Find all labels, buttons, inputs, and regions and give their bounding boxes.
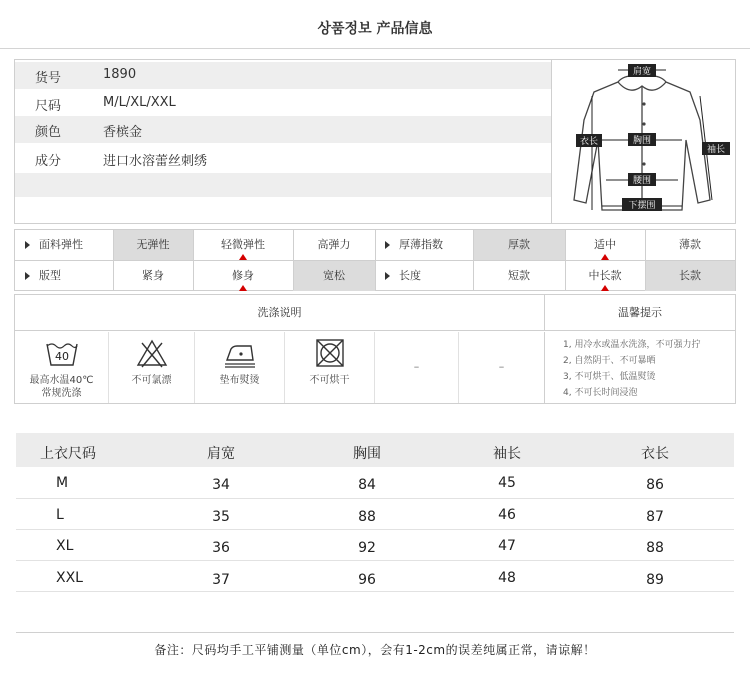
cell-value: 92 [358,540,376,556]
wash-item-iron [195,332,285,403]
attr-option-selected: 无弹性 [113,230,193,260]
cell-value: 86 [646,477,664,493]
page-header [0,0,750,50]
info-label: 货号 [35,71,62,86]
label-waist: 腰围 [632,176,652,186]
grid-divider [645,230,646,290]
info-row-material [15,145,551,172]
care-tips [563,337,735,401]
cell-value: 88 [646,540,664,556]
product-info-rows [15,60,551,223]
info-row-size [15,90,551,117]
header-cell: 肩宽 [207,446,235,462]
label-sleeve: 袖长 [706,145,726,155]
wash-caption: 不可烘干 [309,375,350,386]
attr-option-selected: 厚款 [473,230,565,260]
table-row [16,561,734,592]
info-label: 颜色 [35,125,62,140]
tip-line: 4, 不可长时间浸泡 [563,388,638,398]
grid-divider [193,230,194,290]
attr-option: 高弹力 [317,238,351,251]
grid-divider [473,230,474,290]
wash-item-no-dry [285,332,375,403]
header-cell: 上衣尺码 [40,446,96,462]
size-table [16,433,734,597]
marker-triangle-icon [239,285,247,291]
header-cell: 衣长 [641,446,669,462]
attr-option-marked: 轻微弹性 [193,230,293,260]
empty-dash: – [498,360,505,373]
triangle-right-icon [25,241,30,249]
attr-option: 紧身 [142,269,164,282]
table-row [16,499,734,530]
product-info-panel [14,59,736,224]
wash-item-empty [375,332,459,403]
attr-label-elasticity: 面料弹性 [15,230,113,260]
attribute-grid [14,229,736,291]
cell-value: 36 [212,540,230,556]
cell-value: 34 [212,477,230,493]
tip-line: 3, 不可烘干、低温熨烫 [563,372,656,382]
cell-value: 35 [212,509,230,525]
wash-item-40 [15,332,109,403]
triangle-right-icon [25,272,30,280]
footnote: 备注：尺码均手工平铺测量（单位cm），会有1-2cm的误差纯属正常，请谅解！ [154,643,596,657]
garment-diagram [551,60,735,223]
info-label: 尺码 [35,99,62,114]
info-row-sku [15,62,551,89]
info-row-color [15,116,551,143]
cell-value: 37 [212,572,230,588]
cell-value: 89 [646,572,664,588]
label-chest: 胸围 [632,136,652,146]
cell-value: 48 [498,570,516,586]
tip-line: 2, 自然阴干、不可暴晒 [563,356,656,366]
info-label: 成分 [35,154,62,169]
attr-option-marked: 适中 [565,230,645,260]
wash-caption: 不可氯漂 [131,375,172,386]
cell-value: 45 [498,475,516,491]
no-tumble-dry-icon [313,338,347,368]
tips-title: 温馨提示 [545,295,735,331]
attr-label-fit: 版型 [15,261,113,291]
triangle-right-icon [385,272,390,280]
attr-option: 短款 [508,269,530,282]
cell-value: 84 [358,477,376,493]
wash-caption: 垫布熨烫 [219,375,260,386]
label-length: 衣长 [579,137,599,147]
table-row [16,530,734,561]
wash-40-icon [45,338,79,368]
attr-option-selected: 长款 [645,261,735,291]
cell-value: 96 [358,572,376,588]
label-hem: 下摆围 [628,201,656,211]
grid-divider [113,230,114,290]
cell-value: 88 [358,509,376,525]
header-cell: 胸围 [353,446,381,462]
cell-size: M [56,475,69,491]
header-divider [0,48,750,49]
header-cell: 袖长 [493,446,521,462]
cell-value: 47 [498,538,516,554]
attr-option-marked: 修身 [193,261,293,291]
shirt-measure-icon [552,60,736,223]
grid-divider [375,230,376,290]
attr-label-thickness: 厚薄指数 [375,230,473,260]
grid-divider [565,230,566,290]
wash-caption: 最高水温40℃ 常规洗涤 [29,375,94,399]
iron-cloth-icon [223,338,257,368]
attr-label-length: 长度 [375,261,473,291]
no-bleach-icon [135,338,169,368]
attr-option: 薄款 [679,238,701,251]
cell-size: XXL [56,570,83,586]
grid-divider [293,230,294,290]
tip-line: 1, 用冷水或温水洗涤，不可强力拧 [563,340,701,350]
attr-option-selected: 宽松 [293,261,375,291]
marker-triangle-icon [601,285,609,291]
wash-item-empty [459,332,545,403]
svg-text:40: 40 [54,350,69,363]
table-row [16,468,734,499]
info-value: 进口水溶蕾丝刺绣 [103,154,208,169]
empty-dash: – [413,360,420,373]
washing-panel [14,294,736,404]
size-table-header [16,433,734,467]
wash-item-no-bleach [109,332,195,403]
cell-value: 46 [498,507,516,523]
attr-option-marked: 中长款 [565,261,645,291]
cell-size: XL [56,538,74,554]
label-shoulder: 肩宽 [632,67,652,77]
triangle-right-icon [385,241,390,249]
info-value: 香槟金 [103,125,143,140]
washing-title: 洗涤说明 [15,295,545,331]
info-row-empty [15,173,551,197]
footer-divider [16,632,734,633]
info-value: 1890 [103,67,137,82]
info-value: M/L/XL/XXL [103,95,176,110]
cell-size: L [56,507,64,523]
page-title: 상품정보 产品信息 [317,21,433,37]
cell-value: 87 [646,509,664,525]
